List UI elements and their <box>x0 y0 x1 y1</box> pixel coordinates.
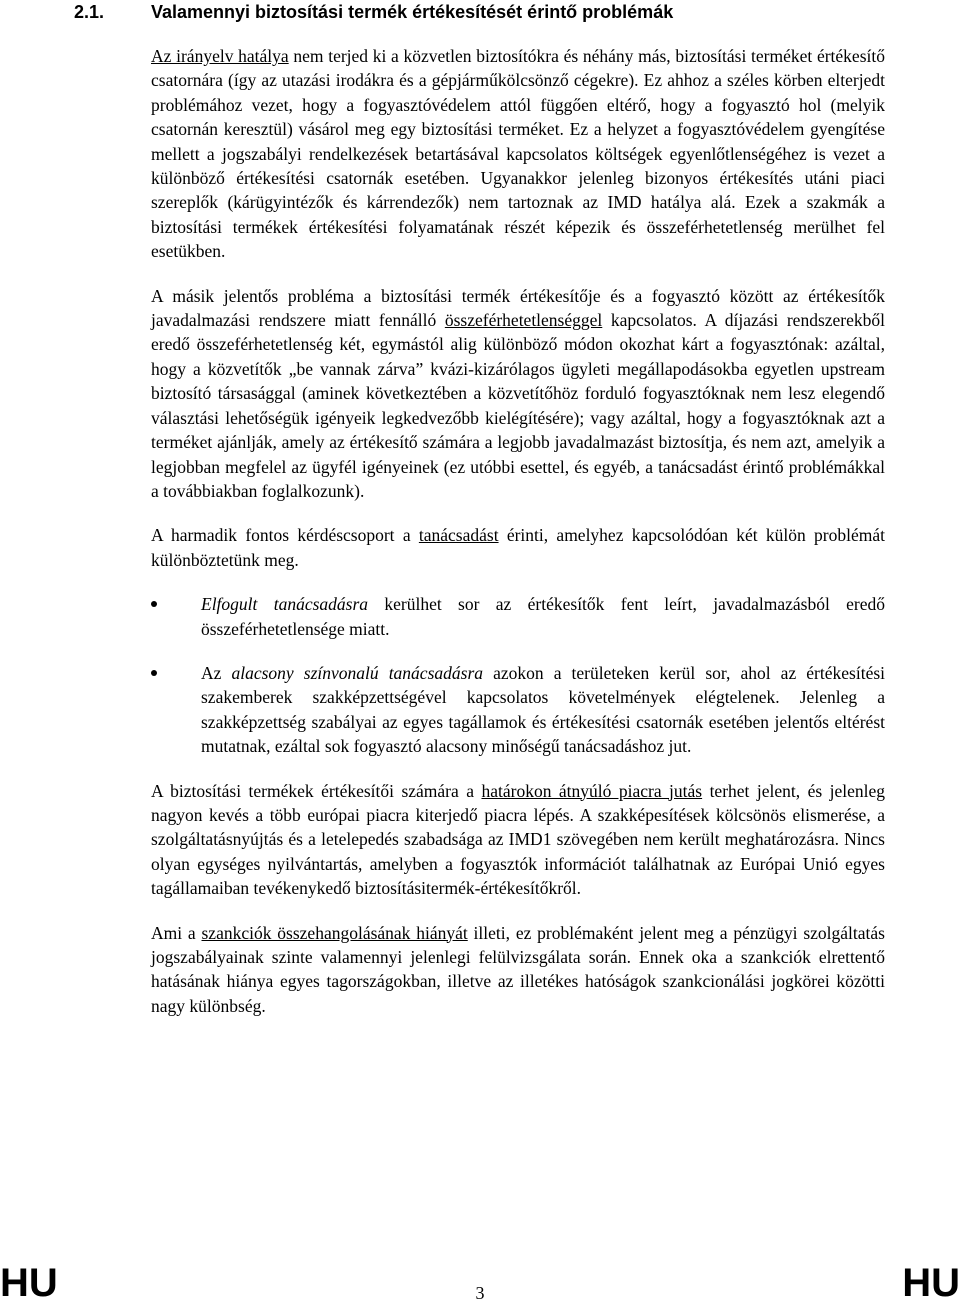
bullet-item <box>151 592 885 641</box>
paragraph-cross-border <box>151 779 885 901</box>
footer-language-right: HU <box>902 1261 960 1305</box>
italic-phrase: Elfogult tanácsadásra <box>201 594 369 615</box>
bullet-icon <box>151 601 157 607</box>
underlined-phrase: határokon átnyúló piacra jutás <box>481 780 703 801</box>
page-number: 3 <box>475 1283 485 1303</box>
paragraph-text: Az <box>201 662 232 683</box>
bullet-text <box>201 661 885 759</box>
section-number: 2.1. <box>74 2 105 22</box>
underlined-phrase: összeférhetetlenséggel <box>444 310 603 331</box>
paragraph-text: kapcsolatos. A díjazási rendszerekből eredő összeférhetetlenség két, egymástól alig különböző módon okozhat kárt a fogyasztónak: azáltal, hogy a közvetítők „be vannak zárva” kvázi-kizárólagos ügyleti megállapodásokba egyetlen upstream biztosító társasággal (aminek következtében a közvetítőhöz forduló fogyasztóknak nem lesz elegendő választási lehetőségük igényeik legkedvezőbb kielégítésére); vagy azáltal, hogy a fogyasztóknak azt a terméket ajánlják, amely az értékesítő számára a legjobb javadalmazást biztosítja, és nem azt, amelyik a legjobban megfelel az ügyfél igényeinek (ez utóbbi esettel, és egyéb, a tanácsadást érintő problémákkal a továbbiakban foglalkozunk). <box>151 310 885 501</box>
section-title: Valamennyi biztosítási termék értékesítését érintő problémák <box>151 2 674 22</box>
paragraph-text: nem terjed ki a közvetlen biztosítókra és néhány más, biztosítási terméket értékesítő csatornára (így az utazási irodákra és a gépjárműkölcsönző cégekre). Ez ahhoz a széles körben elterjedt problémához vezet, hogy a fogyasztóvédelem attól függően eltérő, hogy a fogyasztó hol (melyik csatornán keresztül) vásárol meg egy biztosítási terméket. Ez a helyzet a fogyasztóvédelem gyengítése mellett a jogszabályi rendelkezések betartásával kapcsolatos költségek egyenlőtlenségéhez is vezet a különböző értékesítési csatornák esetében. Ugyanakkor jelenleg bizonyos értékesítés utáni piaci szereplők (kárügyintézők és kárrendezők) nem tartoznak az IMD hatálya alá. Ezek a szakmák a biztosítási termékek értékesítési folyamatának részét képezik és összeférhetetlenség merülhet fel esetükben. <box>151 46 885 262</box>
document-body <box>151 44 885 1038</box>
section-heading <box>74 0 673 24</box>
bullet-text <box>201 592 885 641</box>
paragraph-advice <box>151 523 885 572</box>
underlined-phrase: tanácsadást <box>418 525 499 546</box>
paragraph-text: illeti, ez problémaként jelent meg a pénzügyi szolgáltatás jogszabályainak szinte valamennyi jelenlegi felülvizsgálata során. Ennek oka a szankciók elrettentő hatásának hiánya egyes tagországokban, illetve az illetékes hatóságok szankcionálási jogkörei közötti nagy különbség. <box>151 922 885 1016</box>
paragraph-text: A harmadik fontos kérdéscsoport a <box>151 525 419 546</box>
bullet-icon <box>151 670 157 676</box>
paragraph-text: azokon a területeken kerül sor, ahol az értékesítési szakemberek szakképzettségével kapcsolatos követelmények elégtelenek. Jelenleg a szakképzettség szabályai az egyes tagállamok és értékesítési csatornák esetében jelentős eltérést mutatnak, ezáltal sok fogyasztó alacsony minőségű tanácsadáshoz jut. <box>201 662 886 757</box>
bullet-item <box>151 661 885 759</box>
paragraph-sanctions <box>151 921 885 1019</box>
footer-language-left: HU <box>0 1261 58 1305</box>
paragraph-text: terhet jelent, és jelenleg nagyon kevés a több európai piacra kiterjedő piacra lépés. A szakképesítések kölcsönös elismerése, a szolgáltatásnyújtás és a letelepedés szabadsága az IMD1 szövegében nem került meghatározásra. Nincs olyan egységes nyilvántartás, amelyben a fogyasztók információt találhatnak az Európai Unió egyes tagállamaiban tevékenykedő biztosításitermék-értékesítőkről. <box>151 780 885 899</box>
paragraph-conflict <box>151 284 885 504</box>
paragraph-text: A biztosítási termékek értékesítői számára a <box>151 780 482 801</box>
underlined-phrase: szankciók összehangolásának hiányát <box>201 922 468 943</box>
underlined-phrase: Az irányelv hatálya <box>151 46 289 66</box>
italic-phrase: alacsony színvonalú tanácsadásra <box>231 662 484 683</box>
paragraph-text: érinti, amelyhez kapcsolódóan két külön problémát különböztetünk meg. <box>151 525 886 570</box>
paragraph-scope <box>151 44 885 264</box>
paragraph-text: kerülhet sor az értékesítők fent leírt, javadalmazásból eredő összeférhetetlensége miatt. <box>201 594 886 639</box>
paragraph-text: Ami a <box>151 922 202 943</box>
paragraph-text: A másik jelentős probléma a biztosítási termék értékesítője és a fogyasztó között az értékesítők javadalmazási rendszere miatt fennálló <box>151 285 885 331</box>
